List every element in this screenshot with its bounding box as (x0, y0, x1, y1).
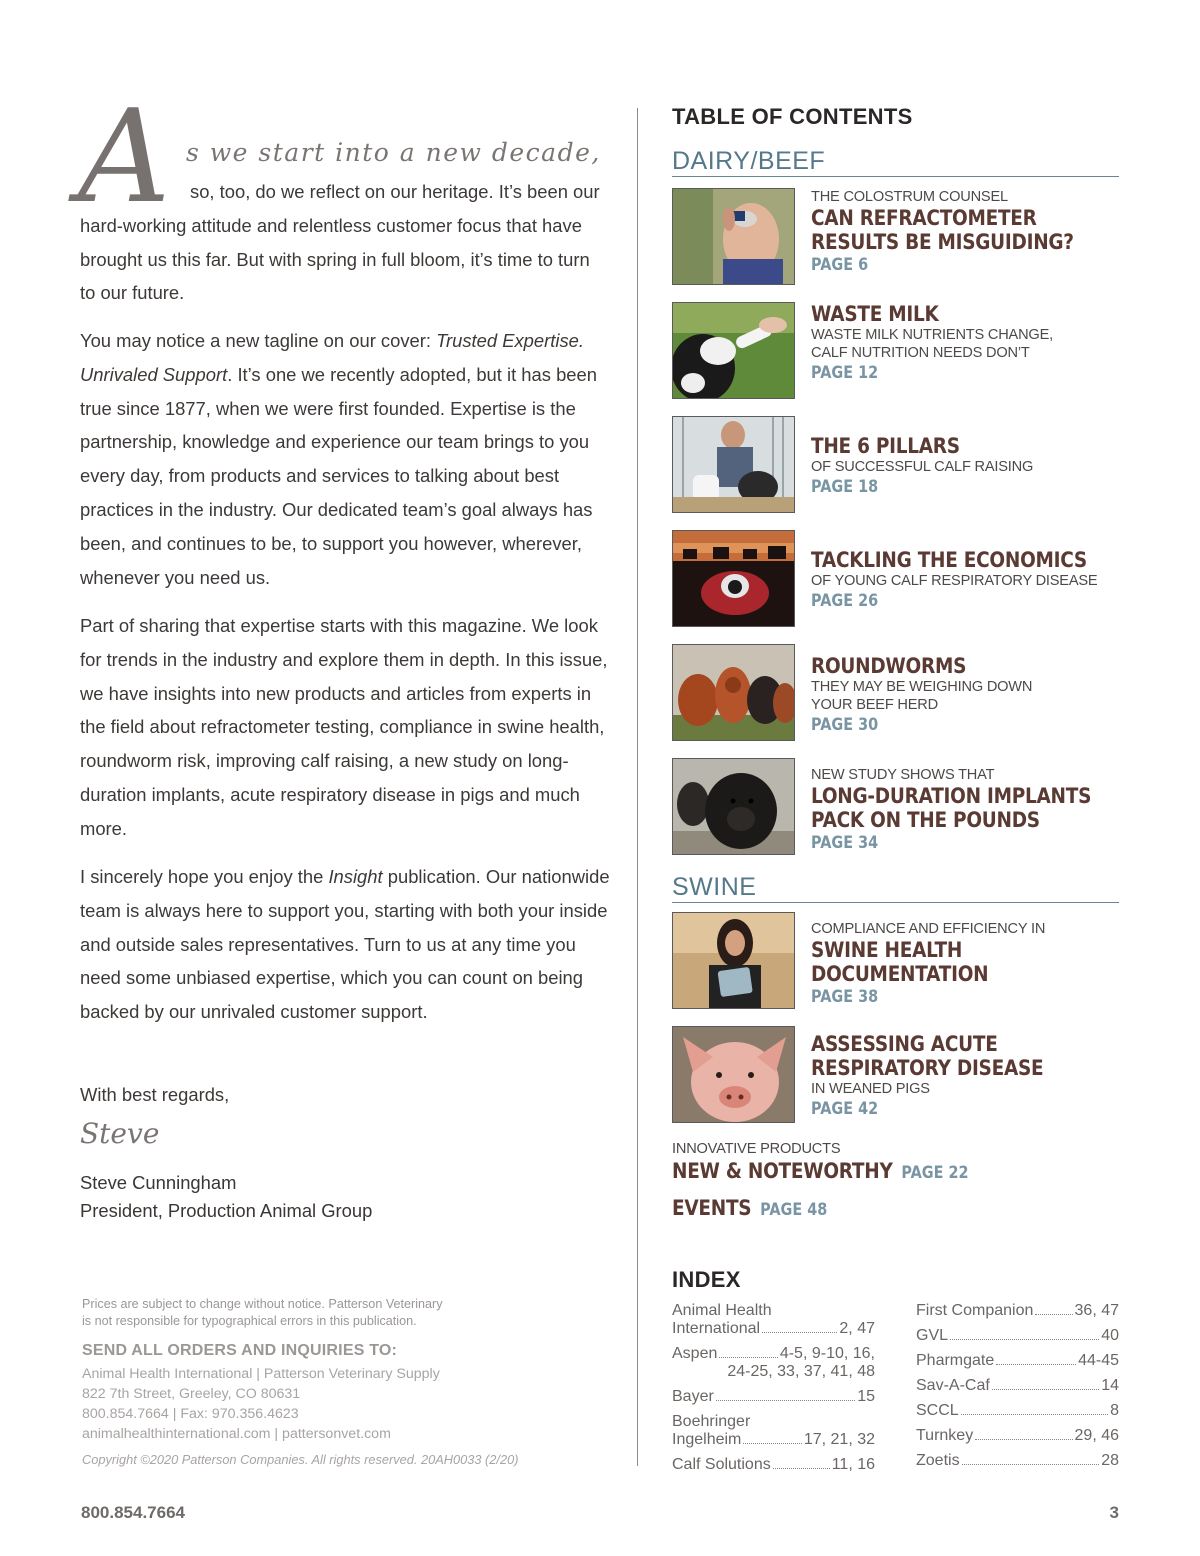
toc-entry-economics[interactable] (672, 530, 1119, 628)
index-row[interactable]: Calf Solutions 11, 16 (672, 1456, 875, 1473)
entry-page-ref[interactable]: PAGE 18 (811, 477, 879, 496)
entry-headline: TACKLING THE ECONOMICS (811, 548, 1087, 572)
entry-headline: PACK ON THE POUNDS (811, 808, 1040, 832)
toc-entry-respiratory[interactable] (672, 1026, 1119, 1124)
toc-entry-new-noteworthy[interactable] (672, 1159, 969, 1184)
contact-address: Animal Health International | Patterson Veterinary Supply 822 7th Street, Greeley, CO 80631 800.854.7664 | Fax: 970.356.4623 animalhealthinternational.com | pattersonvet.com (82, 1366, 440, 1442)
entry-kicker: COMPLIANCE AND EFFICIENCY IN (811, 921, 1046, 937)
index-column-right (916, 1302, 1119, 1477)
index-row[interactable]: GVL 40 (916, 1327, 1119, 1344)
signature: Steve (80, 1117, 160, 1150)
thumb-refractometer-photo (672, 188, 795, 285)
copyright: Copyright ©2020 Patterson Companies. All rights reserved. 20AH0033 (2/20) (82, 1452, 519, 1467)
letter-intro-script: s we start into a new decade, (186, 138, 601, 167)
entry-page-ref[interactable]: PAGE 42 (811, 1099, 879, 1118)
toc-entry-events[interactable] (672, 1196, 827, 1221)
entry-headline: ASSESSING ACUTE (811, 1032, 998, 1056)
entry-page-ref[interactable]: PAGE 12 (811, 363, 879, 382)
entry-headline: LONG-DURATION IMPLANTS (811, 784, 1092, 808)
signer-block (80, 1169, 372, 1225)
entry-headline: EVENTS (672, 1196, 752, 1220)
index-title: INDEX (672, 1267, 741, 1292)
entry-kicker: THE COLOSTRUM COUNSEL (811, 189, 1008, 205)
entry-kicker: OF SUCCESSFUL CALF RAISING (811, 459, 1034, 475)
index-row[interactable]: Zoetis 28 (916, 1452, 1119, 1469)
signer-title: President, Production Animal Group (80, 1200, 373, 1221)
index-row[interactable]: First Companion 36, 47 (916, 1302, 1119, 1319)
index-row[interactable]: Boehringer Ingelheim 17, 21, 32 (672, 1413, 875, 1448)
disclaimer: Prices are subject to change without notice. Patterson Veterinary is not responsible for typographical errors in this publication. (82, 1297, 443, 1328)
send-orders-title: SEND ALL ORDERS AND INQUIRIES TO: (82, 1342, 398, 1359)
entry-kicker: NEW STUDY SHOWS THAT (811, 767, 995, 783)
toc-entry-roundworms[interactable] (672, 644, 1119, 742)
entry-page-ref[interactable]: PAGE 26 (811, 591, 879, 610)
entry-headline: DOCUMENTATION (811, 962, 989, 986)
thumb-piglet-photo (672, 1026, 795, 1123)
innovative-kicker: INNOVATIVE PRODUCTS (672, 1141, 841, 1157)
column-divider (637, 108, 638, 1466)
entry-kicker: THEY MAY BE WEIGHING DOWN (811, 679, 1033, 695)
index-column-left (672, 1302, 875, 1481)
entry-headline: RESULTS BE MISGUIDING? (811, 230, 1074, 254)
toc-entry-waste-milk[interactable] (672, 302, 1119, 400)
entry-headline: ROUNDWORMS (811, 654, 967, 678)
entry-kicker: YOUR BEEF HERD (811, 697, 938, 713)
letter-paragraph-4: I sincerely hope you enjoy the Insight publication. Our nationwide team is always here to support you, starting with both your inside and outside sales representatives. Turn to us at any time you need some unbiased expertise, which you can count on being backed by our unrivaled customer support. (80, 866, 610, 1023)
thumb-black-steer-photo (672, 758, 795, 855)
drop-cap: A (78, 83, 171, 232)
letter-paragraph-2: You may notice a new tagline on our cover: Trusted Expertise. Unrivaled Support. It’s one we recently adopted, but it has been true since 1877, when we were first founded. Expertise is the partnership, knowledge and experience our team brings to you every day, from products and services to talking about best practices in the industry. Our dedicated team’s goal always has been, and continues to be, to support you however, wherever, whenever you need us. (80, 330, 597, 588)
entry-page-ref[interactable]: PAGE 38 (811, 987, 879, 1006)
letter-paragraph-1: so, too, do we reflect on our heritage. It’s been our hard-working attitude and relentless customer focus that have brought us this far. But with spring in full bloom, it’s time to turn to our future. (80, 181, 600, 304)
toc-entry-implants[interactable] (672, 758, 1119, 856)
index-row[interactable]: Aspen 4-5, 9-10, 16, 24-25, 33, 37, 41, 48 (672, 1345, 875, 1380)
footer-page-number: 3 (1109, 1503, 1119, 1522)
index-row[interactable]: Animal Health International 2, 47 (672, 1302, 875, 1337)
entry-headline: SWINE HEALTH (811, 938, 963, 962)
section-dairy-beef: DAIRY/BEEF (672, 146, 1119, 177)
thumb-beef-herd-photo (672, 644, 795, 741)
entry-headline: WASTE MILK (811, 302, 939, 326)
section-swine: SWINE (672, 872, 1119, 903)
index-row[interactable]: Sav-A-Caf 14 (916, 1377, 1119, 1394)
index-row[interactable]: Turnkey 29, 46 (916, 1427, 1119, 1444)
thumb-woman-tablet-photo (672, 912, 795, 1009)
toc-title: TABLE OF CONTENTS (672, 104, 913, 129)
entry-page-ref[interactable]: PAGE 30 (811, 715, 879, 734)
thumb-sunset-calf-photo (672, 530, 795, 627)
toc-entry-6-pillars[interactable] (672, 416, 1119, 514)
signer-name: Steve Cunningham (80, 1172, 237, 1193)
footer-phone: 800.854.7664 (81, 1503, 185, 1522)
thumb-calf-bottle-photo (672, 302, 795, 399)
letter-paragraph-3: Part of sharing that expertise starts with this magazine. We look for trends in the industry and explore them in depth. In this issue, we have insights into new products and articles from experts in the field about refractometer testing, compliance in swine health, roundworm risk, improving calf raising, a new study on long-duration implants, acute respiratory disease in pigs and much more. (80, 615, 608, 839)
entry-kicker: IN WEANED PIGS (811, 1081, 930, 1097)
entry-page-ref[interactable]: PAGE 22 (901, 1163, 969, 1182)
index-row[interactable]: Bayer 15 (672, 1388, 875, 1405)
entry-page-ref[interactable]: PAGE 6 (811, 255, 869, 274)
toc-entry-swine-health[interactable] (672, 912, 1119, 1010)
thumb-woman-calves-photo (672, 416, 795, 513)
entry-page-ref[interactable]: PAGE 34 (811, 833, 879, 852)
entry-kicker: CALF NUTRITION NEEDS DON’T (811, 345, 1030, 361)
letter-closing: With best regards, (80, 1084, 230, 1105)
contact-websites[interactable]: animalhealthinternational.com | pattersonvet.com (82, 1426, 391, 1442)
entry-headline: THE 6 PILLARS (811, 434, 960, 458)
entry-headline: NEW & NOTEWORTHY (672, 1159, 893, 1183)
entry-headline: RESPIRATORY DISEASE (811, 1056, 1044, 1080)
index-row[interactable]: Pharmgate 44-45 (916, 1352, 1119, 1369)
entry-headline: CAN REFRACTOMETER (811, 206, 1037, 230)
toc-entry-refractometer[interactable] (672, 188, 1119, 286)
entry-page-ref[interactable]: PAGE 48 (760, 1200, 828, 1219)
index-row[interactable]: SCCL 8 (916, 1402, 1119, 1419)
entry-kicker: WASTE MILK NUTRIENTS CHANGE, (811, 327, 1053, 343)
entry-kicker: OF YOUNG CALF RESPIRATORY DISEASE (811, 573, 1098, 589)
